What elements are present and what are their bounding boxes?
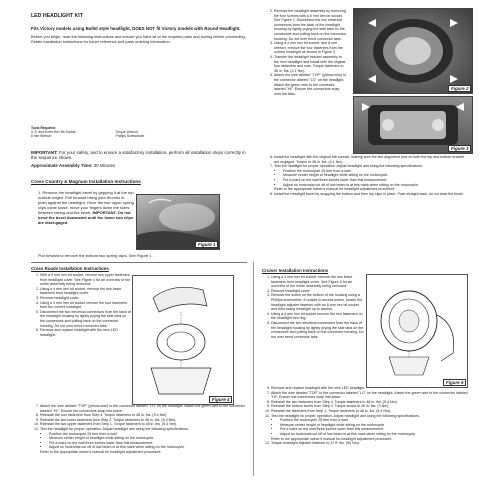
step-item: 1. With a 4 mm hex bit socket, remove two upper fasteners from headlight cover. See Figure 4 for an overview of the entire assembly being removed. xyxy=(40,273,131,287)
step-item: 5. Disconnect the two electrical connectors from the back of the headlight housing by lightly prying the side tabs on the connectors and pulling back on the connector housing. Do not over bend connector tabs. xyxy=(40,310,131,328)
tool-item: Torque Wrench xyxy=(115,130,138,134)
aim-bullet: • Put a mark on the wall three inches lower than this measurement. xyxy=(280,427,474,432)
step-item: 11. Test the headlight for proper operation. Adjust headlight aim using the following specifications. xyxy=(271,414,474,419)
cross-roads-steps-a xyxy=(31,273,131,337)
figure-3 xyxy=(353,96,473,154)
step-item: 8. Reinstall the two fasteners from Step 4. Torque fasteners to 48 in. lbs. (5.4 Nm). xyxy=(271,400,474,405)
step-item: 6. Remove and replace headlight with the new LED headlight. xyxy=(40,328,131,337)
aim-bullet: • Put a mark on the wall three inches lower than this measurement. xyxy=(283,178,470,183)
aim-bullet: • Position the motorcycle 25 feet from a wall. xyxy=(49,432,251,437)
cross-country-section xyxy=(31,179,246,184)
step-item: 2. Remove the headlight assembly by removing the four screws with a 5 mm hex bit socket. See Figure 2. Disconnect the two electrical connectors from the back of the headlight housing by lightly prying the side tabs on the connectors and pulling back on the connector housing. Do not over bend connector tabs. xyxy=(274,9,347,41)
step-item: 8. Reinstall the four fasteners from Step 4. Torque fasteners to 48 in. lbs. (5.4 Nm). xyxy=(40,413,251,418)
intro-section xyxy=(31,13,246,45)
right-steps-lower xyxy=(267,155,470,196)
step-item: 10. Reinstall the two upper fasteners from Step 1. Torque fasteners to 48 in. lbs. (5.4 Nm). xyxy=(40,422,251,427)
figure-label: Figure 5 xyxy=(443,379,466,386)
figure-2 xyxy=(353,8,473,94)
time-value: 30 Minutes xyxy=(93,163,116,169)
refer-note: Refer to the appropriate owner's manual for headlight adjustment procedure. xyxy=(40,449,162,454)
headlight-assembly-photo xyxy=(354,9,472,93)
page-title: LED HEADLIGHT KIT xyxy=(31,13,83,19)
figure-label: Figure 2 xyxy=(448,85,471,92)
intro-text: Before you begin, read the following instructions and ensure you have all of the required parts and tooling before proceeding. Retain installation instructions for future reference and parts ordering information. xyxy=(31,34,246,45)
figure-1 xyxy=(136,194,220,250)
step-item: 2. Using a 4 mm hex bit socket, remove the two lower fasteners from headlight cover. xyxy=(40,287,131,296)
cross-country-step1-tail xyxy=(38,253,238,258)
cross-roads-heading: Cross Roads Installation Instructions xyxy=(31,266,109,271)
step-item: 4. Using a 4 mm hex bit socket remove the two fasteners on the headlight trim ring. xyxy=(271,312,364,321)
step-item: 4. Using a 4 mm hex bit socket remove the four fasteners from the current headlight. xyxy=(40,301,131,310)
step-item: 9. Reinstall the two lower fasteners from Step 2. Torque fasteners to 48 in. lbs. (5.4 Nm). xyxy=(40,418,251,423)
cruiser-heading: Cruiser Installation Instructions xyxy=(262,268,329,273)
step-item: 12. Torque headlight adjuster fastener to 37 ft. lbs. (50 Nm). xyxy=(271,441,474,446)
cross-country-heading: Cross Country & Magnum Installation Instructions xyxy=(31,179,141,184)
step-item: 9. Reinstall the bottom screw from Step 3. Torque screw to 26 in. lbs. (3 Nm). xyxy=(271,404,474,409)
tools-heading: Tools Required: xyxy=(31,126,56,130)
time-label: Approximate Assembly Time: xyxy=(31,163,93,169)
figure-label: Figure 1 xyxy=(195,241,218,248)
tool-item: 8 mm Wrench xyxy=(31,134,52,138)
important-section xyxy=(31,150,246,169)
fits-note: Fits Victory models using Bullet style headlight, DOES NOT fit Victory models with Round Headlight. xyxy=(31,26,241,31)
figure-label: Figure 3 xyxy=(448,145,471,152)
figure-4 xyxy=(132,275,234,405)
column-divider xyxy=(253,262,254,476)
step-item: 2. Remove headlight cover. xyxy=(271,289,364,294)
cruiser-steps-a xyxy=(262,275,364,339)
step-item: 7. Attach the wire labeled "TOP" (yellow wire) to the connector labeled "LO" on the headlight. Attach the green wire to the connector labeled "HI". Ensure the connectors snap into place. xyxy=(40,404,251,413)
step-item: 3. Remove the screw on the bottom of the housing using a Phillips screwdriver. If unable to access screw, loosen the headlight adjuster fastener with an 8 mm hex bit socket and then swing headlight up to access. xyxy=(271,293,364,311)
step-item: 3. Using a 4 mm hex bit socket, and 8 mm wrench, remove the four fasteners from the current headlight as shown in Figure 3. xyxy=(274,41,347,55)
tools-section xyxy=(31,126,246,138)
aim-bullet: • Measure center height of headlight while sitting on the motorcycle. xyxy=(280,423,474,428)
tool-item: Phillips Screwdriver xyxy=(115,134,145,138)
step-item: 6. Remove and replace headlight with the new LED headlight. xyxy=(271,386,474,391)
step-text: Pull forward to remove the bottom two spring clips. See Figure 1. xyxy=(38,253,153,258)
step-item: 5. Attach the wire labeled "TOP" (yellow wire) to the connector labeled "LO" on the headlight. Attach the green wire to the connector labeled "HI". Ensure the connectors snap onto the tabs. xyxy=(274,73,347,96)
figure-label: Figure 4 xyxy=(209,396,232,403)
cross-roads-steps-b xyxy=(31,404,251,455)
step-item: 11. Test the headlight for proper operation. Adjust headlight aim using the following specifications. xyxy=(40,427,251,432)
aim-bullet: • Adjust so horizontal cut off of low beam is at this mark when sitting on the motorcycle. xyxy=(283,183,470,188)
figure-5 xyxy=(366,274,468,388)
aim-bullet: • Adjust so horizontal cut off of low beam is at this mark when sitting on the motorcycle. xyxy=(49,445,251,450)
refer-note: Refer to the appropriate owner's manual for headlight adjustment procedure. xyxy=(271,436,393,441)
step-item: 4. Transfer the headlight bracket assembly to the new headlight and install with the original four fasteners and nuts. Torque fasteners to 36 in. lbs. (4.1 Nm). xyxy=(274,55,347,73)
step-important: IMPORTANT: Do not bend the bezel downward until the lower two clips are disengaged. xyxy=(38,210,134,225)
section-divider xyxy=(31,262,247,263)
step-text: Remove the headlight bezel by gripping it at the top outside edges. Pull forward using your thumbs to push against the headlight. Once the two upper spring clips come loose, move your fingers down the sides between fairing and the bezel. xyxy=(38,190,134,215)
cruiser-section xyxy=(262,268,472,273)
right-steps-upper xyxy=(267,9,347,96)
tool-item: 4, 5, and 8 mm Hex Bit Socket xyxy=(31,130,76,134)
cross-country-step1 xyxy=(38,190,134,225)
important-text: For your safety, and to ensure a satisfactory installation, perform all installation steps correctly in the sequence shown. xyxy=(31,150,246,161)
step-item: 5. Disconnect the two electrical connectors from the back of the headlight housing by lightly prying the side tabs on the connectors and pulling back on the connector housing. Do not over bend connector tabs. xyxy=(271,321,364,339)
step-item: 3. Remove headlight cover. xyxy=(40,296,131,301)
aim-bullet: • Measure center height of headlight while sitting on the motorcycle. xyxy=(49,436,251,441)
cruiser-exploded-diagram xyxy=(367,275,467,387)
cross-roads-exploded-diagram xyxy=(133,276,233,404)
step-item: 1. Using a 4 mm hex bit socket, remove the two lower fasteners from headlight cover. See Figure 5 for an overview of the entire assembly being removed. xyxy=(271,275,364,289)
step-item: 8. Install the headlight bezel by snapping the bottom and then top clips in place. Push straight back, do not twist the bezel. xyxy=(274,192,470,197)
refer-note: Refer to the appropriate owner's manual for headlight adjustment procedure. xyxy=(274,187,396,192)
cruiser-steps-b xyxy=(262,386,474,446)
step-item: 10. Reinstall the fasteners from Step 1. Torque fasteners to 48 in. lbs. (5.4 Nm). xyxy=(271,409,474,414)
aim-bullet: • Position the motorcycle 25 feet from a wall. xyxy=(280,418,474,423)
step-item: 6. Install the headlight with the original M6 screws, making sure the two alignment pins on both the top and bottom bracket are engaged. Torque to 36 in. lbs. (4.1 Nm). xyxy=(274,155,470,164)
aim-bullet: • Put a mark on the wall three inches lower than this measurement. xyxy=(49,441,251,446)
step-number: 1. xyxy=(38,190,43,195)
step-item: 7. Test the headlight for proper operation. Adjust headlight aim using the following specifications. xyxy=(274,164,470,169)
aim-bullet: • Position the motorcycle 25 feet from a wall. xyxy=(283,169,470,174)
important-label: IMPORTANT: xyxy=(31,150,58,155)
cross-roads-section xyxy=(31,266,247,271)
aim-bullet: • Adjust so horizontal cut off of low beam is at this mark when sitting on the motorcycle. xyxy=(280,432,474,437)
aim-bullet: • Measure center height of headlight while sitting on the motorcycle. xyxy=(283,173,470,178)
step-item: 7. Attach the wire labeled "TOP" to the connector labeled "LO" on the headlight. Attach the green wire to the connector labeled "HI". Ensure the connectors snap into place. xyxy=(271,391,474,400)
